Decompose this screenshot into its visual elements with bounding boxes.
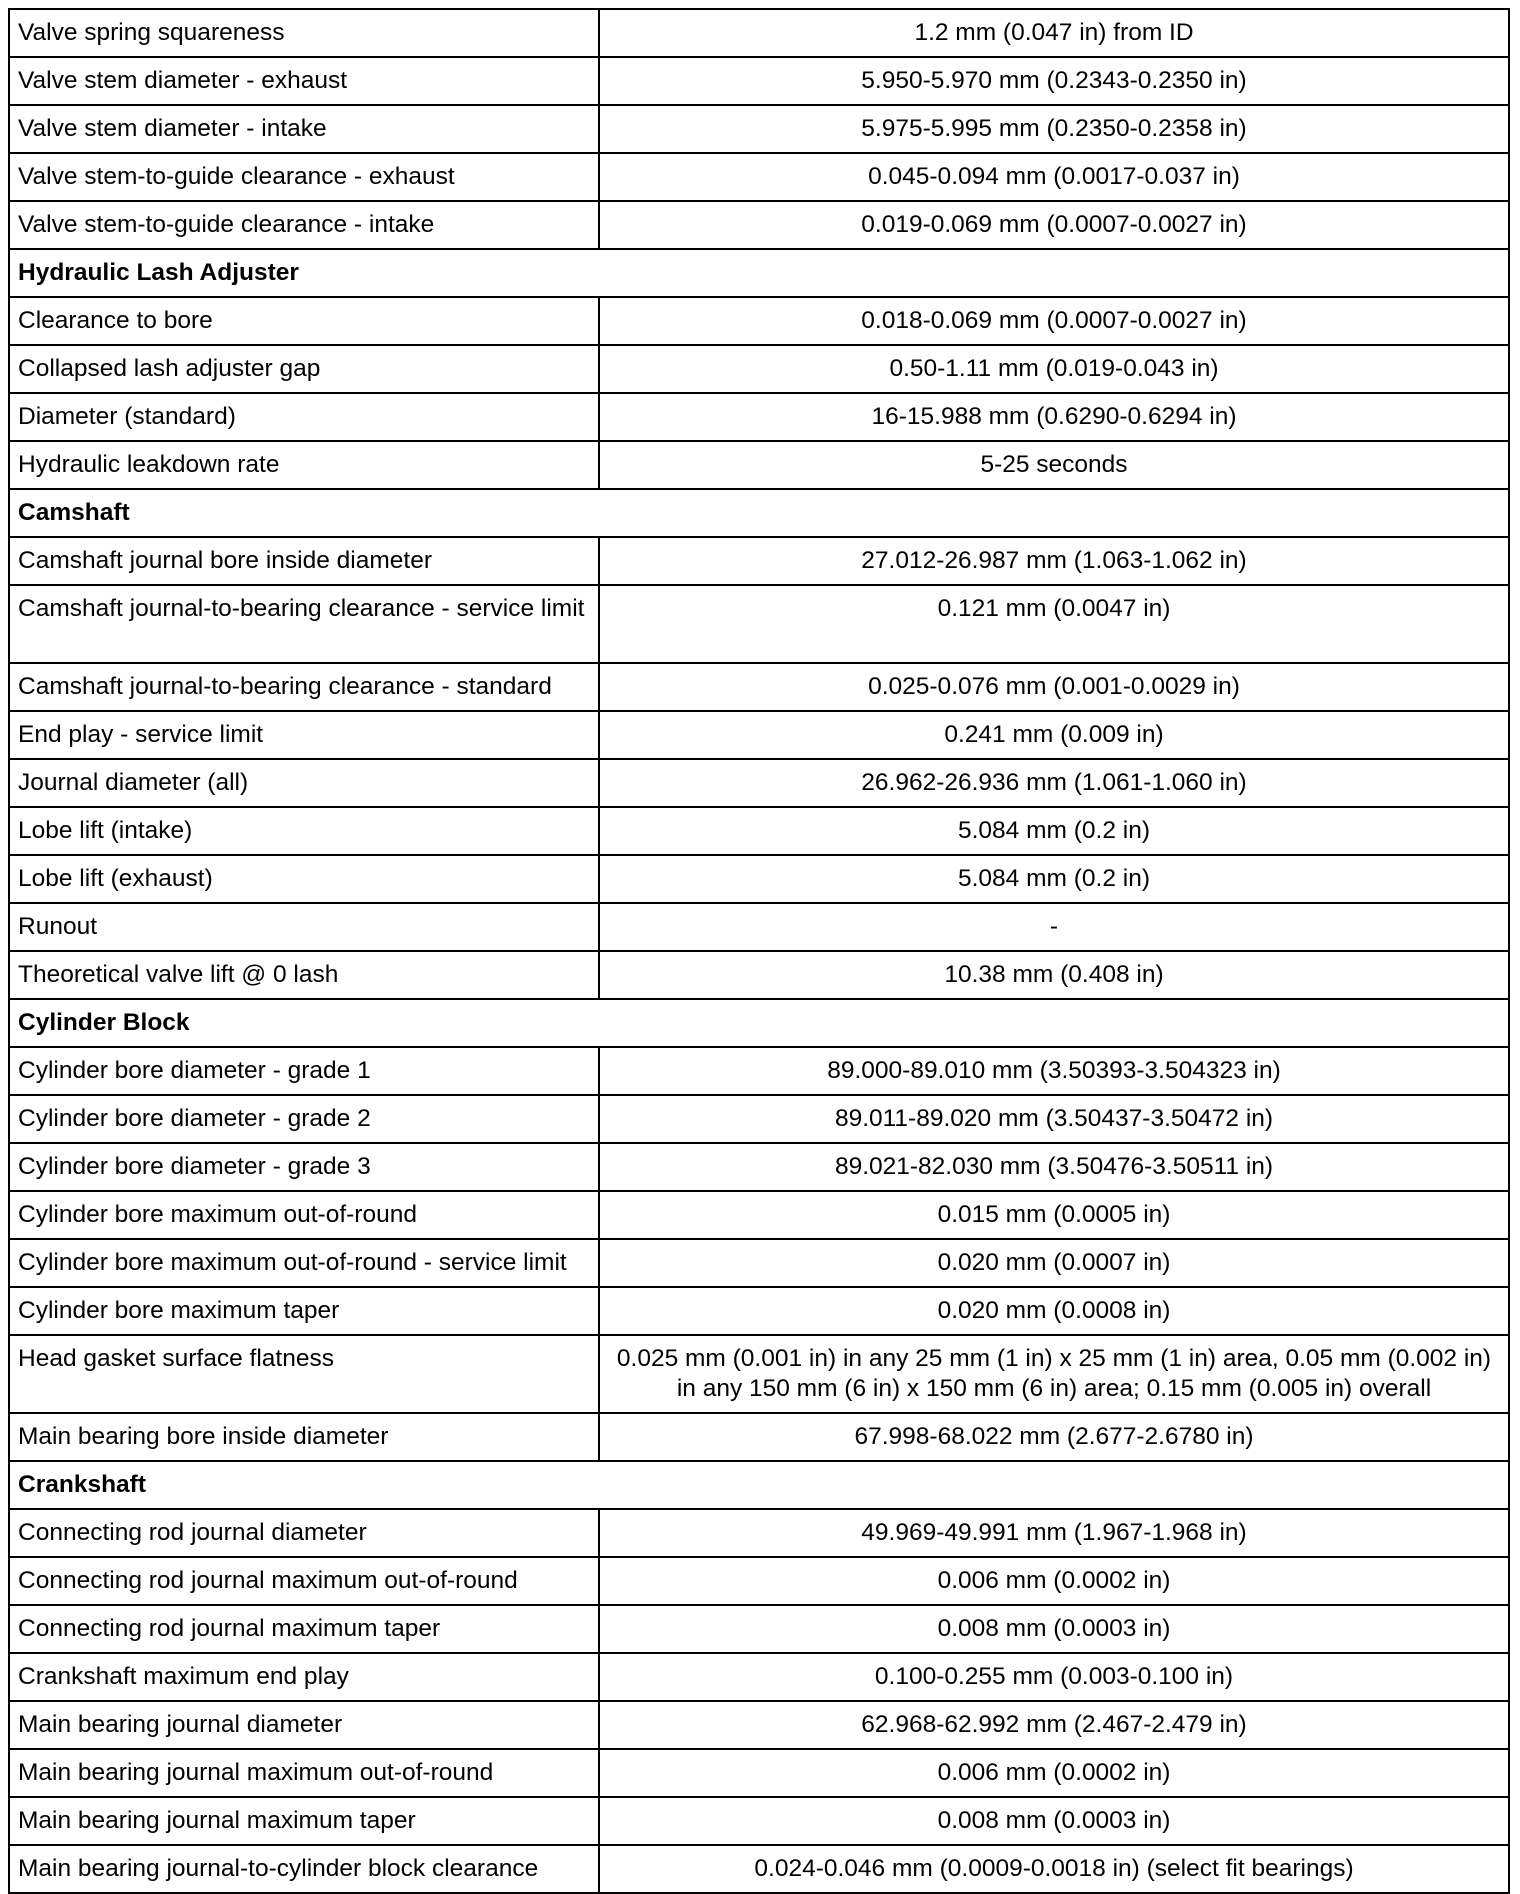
table-row [9, 537, 1509, 585]
section-header-row [9, 489, 1509, 537]
table-row [9, 903, 1509, 951]
section-header: Camshaft [9, 489, 1509, 537]
spec-value-cell: 0.025-0.076 mm (0.001-0.0029 in) [599, 663, 1509, 711]
table-row [9, 393, 1509, 441]
table-row [9, 855, 1509, 903]
spec-value-cell: 5-25 seconds [599, 441, 1509, 489]
section-header-row [9, 999, 1509, 1047]
spec-label-cell: Connecting rod journal maximum taper [9, 1605, 599, 1653]
spec-label-cell: Cylinder bore diameter - grade 1 [9, 1047, 599, 1095]
spec-label-cell: Main bearing journal maximum out-of-round [9, 1749, 599, 1797]
spec-label-cell: Clearance to bore [9, 297, 599, 345]
table-row [9, 297, 1509, 345]
spec-value-cell: 89.021-82.030 mm (3.50476-3.50511 in) [599, 1143, 1509, 1191]
spec-label-cell: Crankshaft maximum end play [9, 1653, 599, 1701]
table-row [9, 1653, 1509, 1701]
table-row [9, 345, 1509, 393]
spec-value-cell: 16-15.988 mm (0.6290-0.6294 in) [599, 393, 1509, 441]
section-header: Crankshaft [9, 1461, 1509, 1509]
spec-value-cell: 0.020 mm (0.0008 in) [599, 1287, 1509, 1335]
spec-label-cell: Connecting rod journal diameter [9, 1509, 599, 1557]
table-row [9, 1701, 1509, 1749]
spec-value-cell: 0.121 mm (0.0047 in) [599, 585, 1509, 663]
spec-label-cell: Valve stem diameter - intake [9, 105, 599, 153]
spec-label-cell: Camshaft journal-to-bearing clearance - standard [9, 663, 599, 711]
table-row [9, 585, 1509, 663]
spec-label-cell: Head gasket surface flatness [9, 1335, 599, 1413]
table-row [9, 1335, 1509, 1413]
spec-value-cell: 89.011-89.020 mm (3.50437-3.50472 in) [599, 1095, 1509, 1143]
table-row [9, 1239, 1509, 1287]
spec-label-cell: End play - service limit [9, 711, 599, 759]
spec-label-cell: Cylinder bore maximum taper [9, 1287, 599, 1335]
spec-value-cell: 62.968-62.992 mm (2.467-2.479 in) [599, 1701, 1509, 1749]
spec-value-cell: 5.084 mm (0.2 in) [599, 807, 1509, 855]
spec-label-cell: Diameter (standard) [9, 393, 599, 441]
specifications-table-body [9, 9, 1509, 1893]
spec-label-cell: Main bearing journal-to-cylinder block clearance [9, 1845, 599, 1893]
spec-value-cell: 49.969-49.991 mm (1.967-1.968 in) [599, 1509, 1509, 1557]
spec-value-cell: 0.008 mm (0.0003 in) [599, 1797, 1509, 1845]
spec-value-cell: 5.084 mm (0.2 in) [599, 855, 1509, 903]
spec-value-cell: 0.019-0.069 mm (0.0007-0.0027 in) [599, 201, 1509, 249]
spec-value-cell: 0.006 mm (0.0002 in) [599, 1557, 1509, 1605]
spec-value-cell: 0.008 mm (0.0003 in) [599, 1605, 1509, 1653]
spec-value-cell: - [599, 903, 1509, 951]
spec-value-cell: 0.020 mm (0.0007 in) [599, 1239, 1509, 1287]
table-row [9, 1143, 1509, 1191]
spec-label-cell: Collapsed lash adjuster gap [9, 345, 599, 393]
table-row [9, 1191, 1509, 1239]
spec-value-cell: 10.38 mm (0.408 in) [599, 951, 1509, 999]
spec-value-cell: 67.998-68.022 mm (2.677-2.6780 in) [599, 1413, 1509, 1461]
spec-label-cell: Theoretical valve lift @ 0 lash [9, 951, 599, 999]
spec-label-cell: Cylinder bore maximum out-of-round [9, 1191, 599, 1239]
table-row [9, 9, 1509, 57]
spec-value-cell: 0.241 mm (0.009 in) [599, 711, 1509, 759]
table-row [9, 1047, 1509, 1095]
section-header: Cylinder Block [9, 999, 1509, 1047]
spec-label-cell: Valve stem-to-guide clearance - intake [9, 201, 599, 249]
spec-label-cell: Camshaft journal-to-bearing clearance - service limit [9, 585, 599, 663]
spec-label-cell: Main bearing journal diameter [9, 1701, 599, 1749]
table-row [9, 1287, 1509, 1335]
spec-value-cell: 27.012-26.987 mm (1.063-1.062 in) [599, 537, 1509, 585]
table-row [9, 951, 1509, 999]
spec-label-cell: Hydraulic leakdown rate [9, 441, 599, 489]
spec-label-cell: Cylinder bore diameter - grade 2 [9, 1095, 599, 1143]
spec-value-cell: 89.000-89.010 mm (3.50393-3.504323 in) [599, 1047, 1509, 1095]
section-header-row [9, 1461, 1509, 1509]
spec-value-cell: 5.950-5.970 mm (0.2343-0.2350 in) [599, 57, 1509, 105]
spec-label-cell: Valve spring squareness [9, 9, 599, 57]
section-header-row [9, 249, 1509, 297]
table-row [9, 153, 1509, 201]
spec-label-cell: Cylinder bore maximum out-of-round - service limit [9, 1239, 599, 1287]
table-row [9, 1605, 1509, 1653]
table-row [9, 441, 1509, 489]
spec-value-cell: 0.025 mm (0.001 in) in any 25 mm (1 in) x 25 mm (1 in) area, 0.05 mm (0.002 in) in any 150 mm (6 in) x 150 mm (6 in) area; 0.15 mm (0.005 in) overall [599, 1335, 1509, 1413]
spec-value-cell: 26.962-26.936 mm (1.061-1.060 in) [599, 759, 1509, 807]
table-row [9, 201, 1509, 249]
spec-label-cell: Valve stem diameter - exhaust [9, 57, 599, 105]
spec-label-cell: Camshaft journal bore inside diameter [9, 537, 599, 585]
table-row [9, 1509, 1509, 1557]
table-row [9, 711, 1509, 759]
spec-label-cell: Main bearing bore inside diameter [9, 1413, 599, 1461]
specifications-table [8, 8, 1510, 1894]
spec-label-cell: Lobe lift (intake) [9, 807, 599, 855]
table-row [9, 1845, 1509, 1893]
table-row [9, 759, 1509, 807]
spec-value-cell: 0.015 mm (0.0005 in) [599, 1191, 1509, 1239]
spec-label-cell: Main bearing journal maximum taper [9, 1797, 599, 1845]
spec-label-cell: Valve stem-to-guide clearance - exhaust [9, 153, 599, 201]
spec-value-cell: 0.50-1.11 mm (0.019-0.043 in) [599, 345, 1509, 393]
table-row [9, 1749, 1509, 1797]
table-row [9, 1797, 1509, 1845]
table-row [9, 807, 1509, 855]
spec-label-cell: Connecting rod journal maximum out-of-round [9, 1557, 599, 1605]
table-row [9, 57, 1509, 105]
table-row [9, 1095, 1509, 1143]
spec-value-cell: 5.975-5.995 mm (0.2350-0.2358 in) [599, 105, 1509, 153]
table-row [9, 105, 1509, 153]
spec-value-cell: 0.024-0.046 mm (0.0009-0.0018 in) (select fit bearings) [599, 1845, 1509, 1893]
table-row [9, 1413, 1509, 1461]
table-row [9, 1557, 1509, 1605]
spec-value-cell: 0.100-0.255 mm (0.003-0.100 in) [599, 1653, 1509, 1701]
spec-value-cell: 0.018-0.069 mm (0.0007-0.0027 in) [599, 297, 1509, 345]
spec-label-cell: Cylinder bore diameter - grade 3 [9, 1143, 599, 1191]
spec-value-cell: 0.006 mm (0.0002 in) [599, 1749, 1509, 1797]
table-row [9, 663, 1509, 711]
spec-value-cell: 1.2 mm (0.047 in) from ID [599, 9, 1509, 57]
spec-label-cell: Runout [9, 903, 599, 951]
spec-label-cell: Journal diameter (all) [9, 759, 599, 807]
spec-value-cell: 0.045-0.094 mm (0.0017-0.037 in) [599, 153, 1509, 201]
spec-label-cell: Lobe lift (exhaust) [9, 855, 599, 903]
section-header: Hydraulic Lash Adjuster [9, 249, 1509, 297]
